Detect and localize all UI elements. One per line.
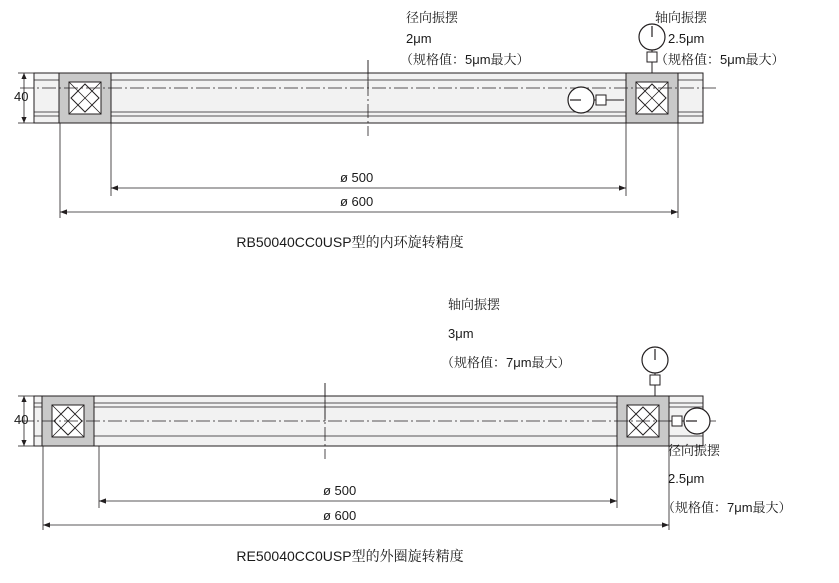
fig1-radial-spec: （规格值：5μm最大） xyxy=(400,52,530,67)
arrow-outer-2-right xyxy=(662,522,669,527)
fig2-dim-outer-label: ø 600 xyxy=(323,508,357,523)
arrow-inner-2-left xyxy=(99,498,106,503)
fig2-dim-inner-label: ø 500 xyxy=(323,483,357,498)
height-label-2: 40 xyxy=(14,412,29,427)
fig2-axial-title: 轴向振摆 xyxy=(448,297,501,312)
fig2-axial-value: 3μm xyxy=(448,326,474,341)
fig1-radial-title: 径向振摆 xyxy=(406,10,459,25)
fig1-dim-outer-label: ø 600 xyxy=(340,194,374,209)
fig2-caption: RE50040CC0USP型的外圈旋转精度 xyxy=(236,548,464,564)
height-label-1: 40 xyxy=(14,89,29,104)
fig1-caption: RB50040CC0USP型的内环旋转精度 xyxy=(236,234,464,250)
fig1-axial-title: 轴向振摆 xyxy=(655,10,708,25)
fig2-axial-spec: （规格值：7μm最大） xyxy=(441,355,571,370)
arrow-height-2-top xyxy=(21,396,26,402)
fig1-dim-inner-label: ø 500 xyxy=(340,170,374,185)
fig2-radial-value: 2.5μm xyxy=(668,471,705,486)
fig1-radial-value: 2μm xyxy=(406,31,432,46)
fig1-axial-value: 2.5μm xyxy=(668,31,705,46)
axial-gauge-2 xyxy=(642,347,668,396)
fig1-axial-spec: （规格值：5μm最大） xyxy=(655,52,785,67)
arrow-height-2-bottom xyxy=(21,440,26,446)
fig2-radial-title: 径向振摆 xyxy=(668,443,721,458)
fig2-radial-spec: （规格值：7μm最大） xyxy=(662,500,792,515)
arrow-outer-2-left xyxy=(43,522,50,527)
arrow-inner-2-right xyxy=(610,498,617,503)
